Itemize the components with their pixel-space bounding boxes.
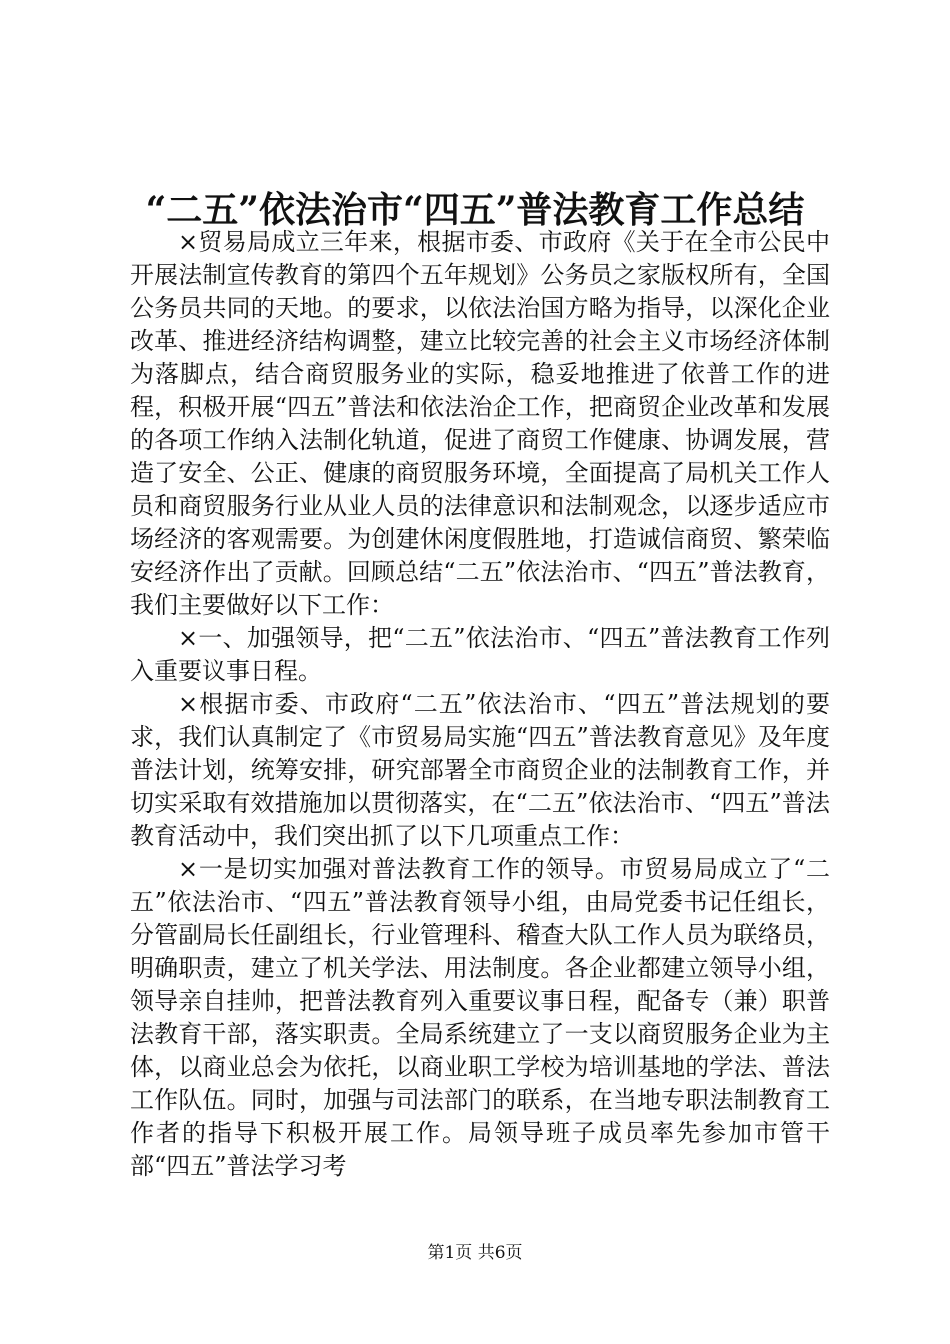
document-title: “二五”依法治市“四五”普法教育工作总结 xyxy=(145,189,805,231)
page-number-footer: 第1页 共6页 xyxy=(427,1243,523,1263)
paragraph-intro: ×贸易局成立三年来，根据市委、市政府《关于在全市公民中开展法制宣传教育的第四个五年规划》公务员之家版权所有，全国公务员共同的天地。的要求，以依法治国方略为指导，以深化企业改革、推进经济结构调整，建立比较完善的社会主义市场经济体制为落脚点，结合商贸服务业的实际，稳妥地推进了依普工作的进程，积极开展“四五”普法和依法治企工作，把商贸企业改革和发展的各项工作纳入法制化轨道，促进了商贸工作健康、协调发展，营造了安全、公正、健康的商贸服务环境，全面提高了局机关工作人员和商贸服务行业从业人员的法律意识和法制观念，以逐步适应市场经济的客观需要。为创建休闲度假胜地，打造诚信商贸、繁荣临安经济作出了贡献。回顾总结“二五”依法治市、“四五”普法教育，我们主要做好以下工作： xyxy=(130,228,830,619)
paragraph-section-one-heading: ×一、加强领导，把“二五”依法治市、“四五”普法教育工作列入重要议事日程。 xyxy=(130,624,830,685)
paragraph-section-one-plan: ×根据市委、市政府“二五”依法治市、“四五”普法规划的要求，我们认真制定了《市贸易局实施“四五”普法教育意见》及年度普法计划，统筹安排，研究部署全市商贸企业的法制教育工作，并切实采取有效措施加以贯彻落实，在“二五”依法治市、“四五”普法教育活动中，我们突出抓了以下几项重点工作： xyxy=(130,690,830,850)
paragraph-leadership: ×一是切实加强对普法教育工作的领导。市贸易局成立了“二五”依法治市、“四五”普法教育领导小组，由局党委书记任组长，分管副局长任副组长，行业管理科、稽查大队工作人员为联络员，明确职责，建立了机关学法、用法制度。各企业都建立领导小组，领导亲自挂帅，把普法教育列入重要议事日程，配备专（兼）职普法教育干部，落实职责。全局系统建立了一支以商贸服务企业为主体，以商业总会为依托，以商业职工学校为培训基地的学法、普法工作队伍。同时，加强与司法部门的联系，在当地专职法制教育工作者的指导下积极开展工作。局领导班子成员率先参加市管干部“四五”普法学习考 xyxy=(130,855,830,1180)
document-body xyxy=(130,226,830,1183)
